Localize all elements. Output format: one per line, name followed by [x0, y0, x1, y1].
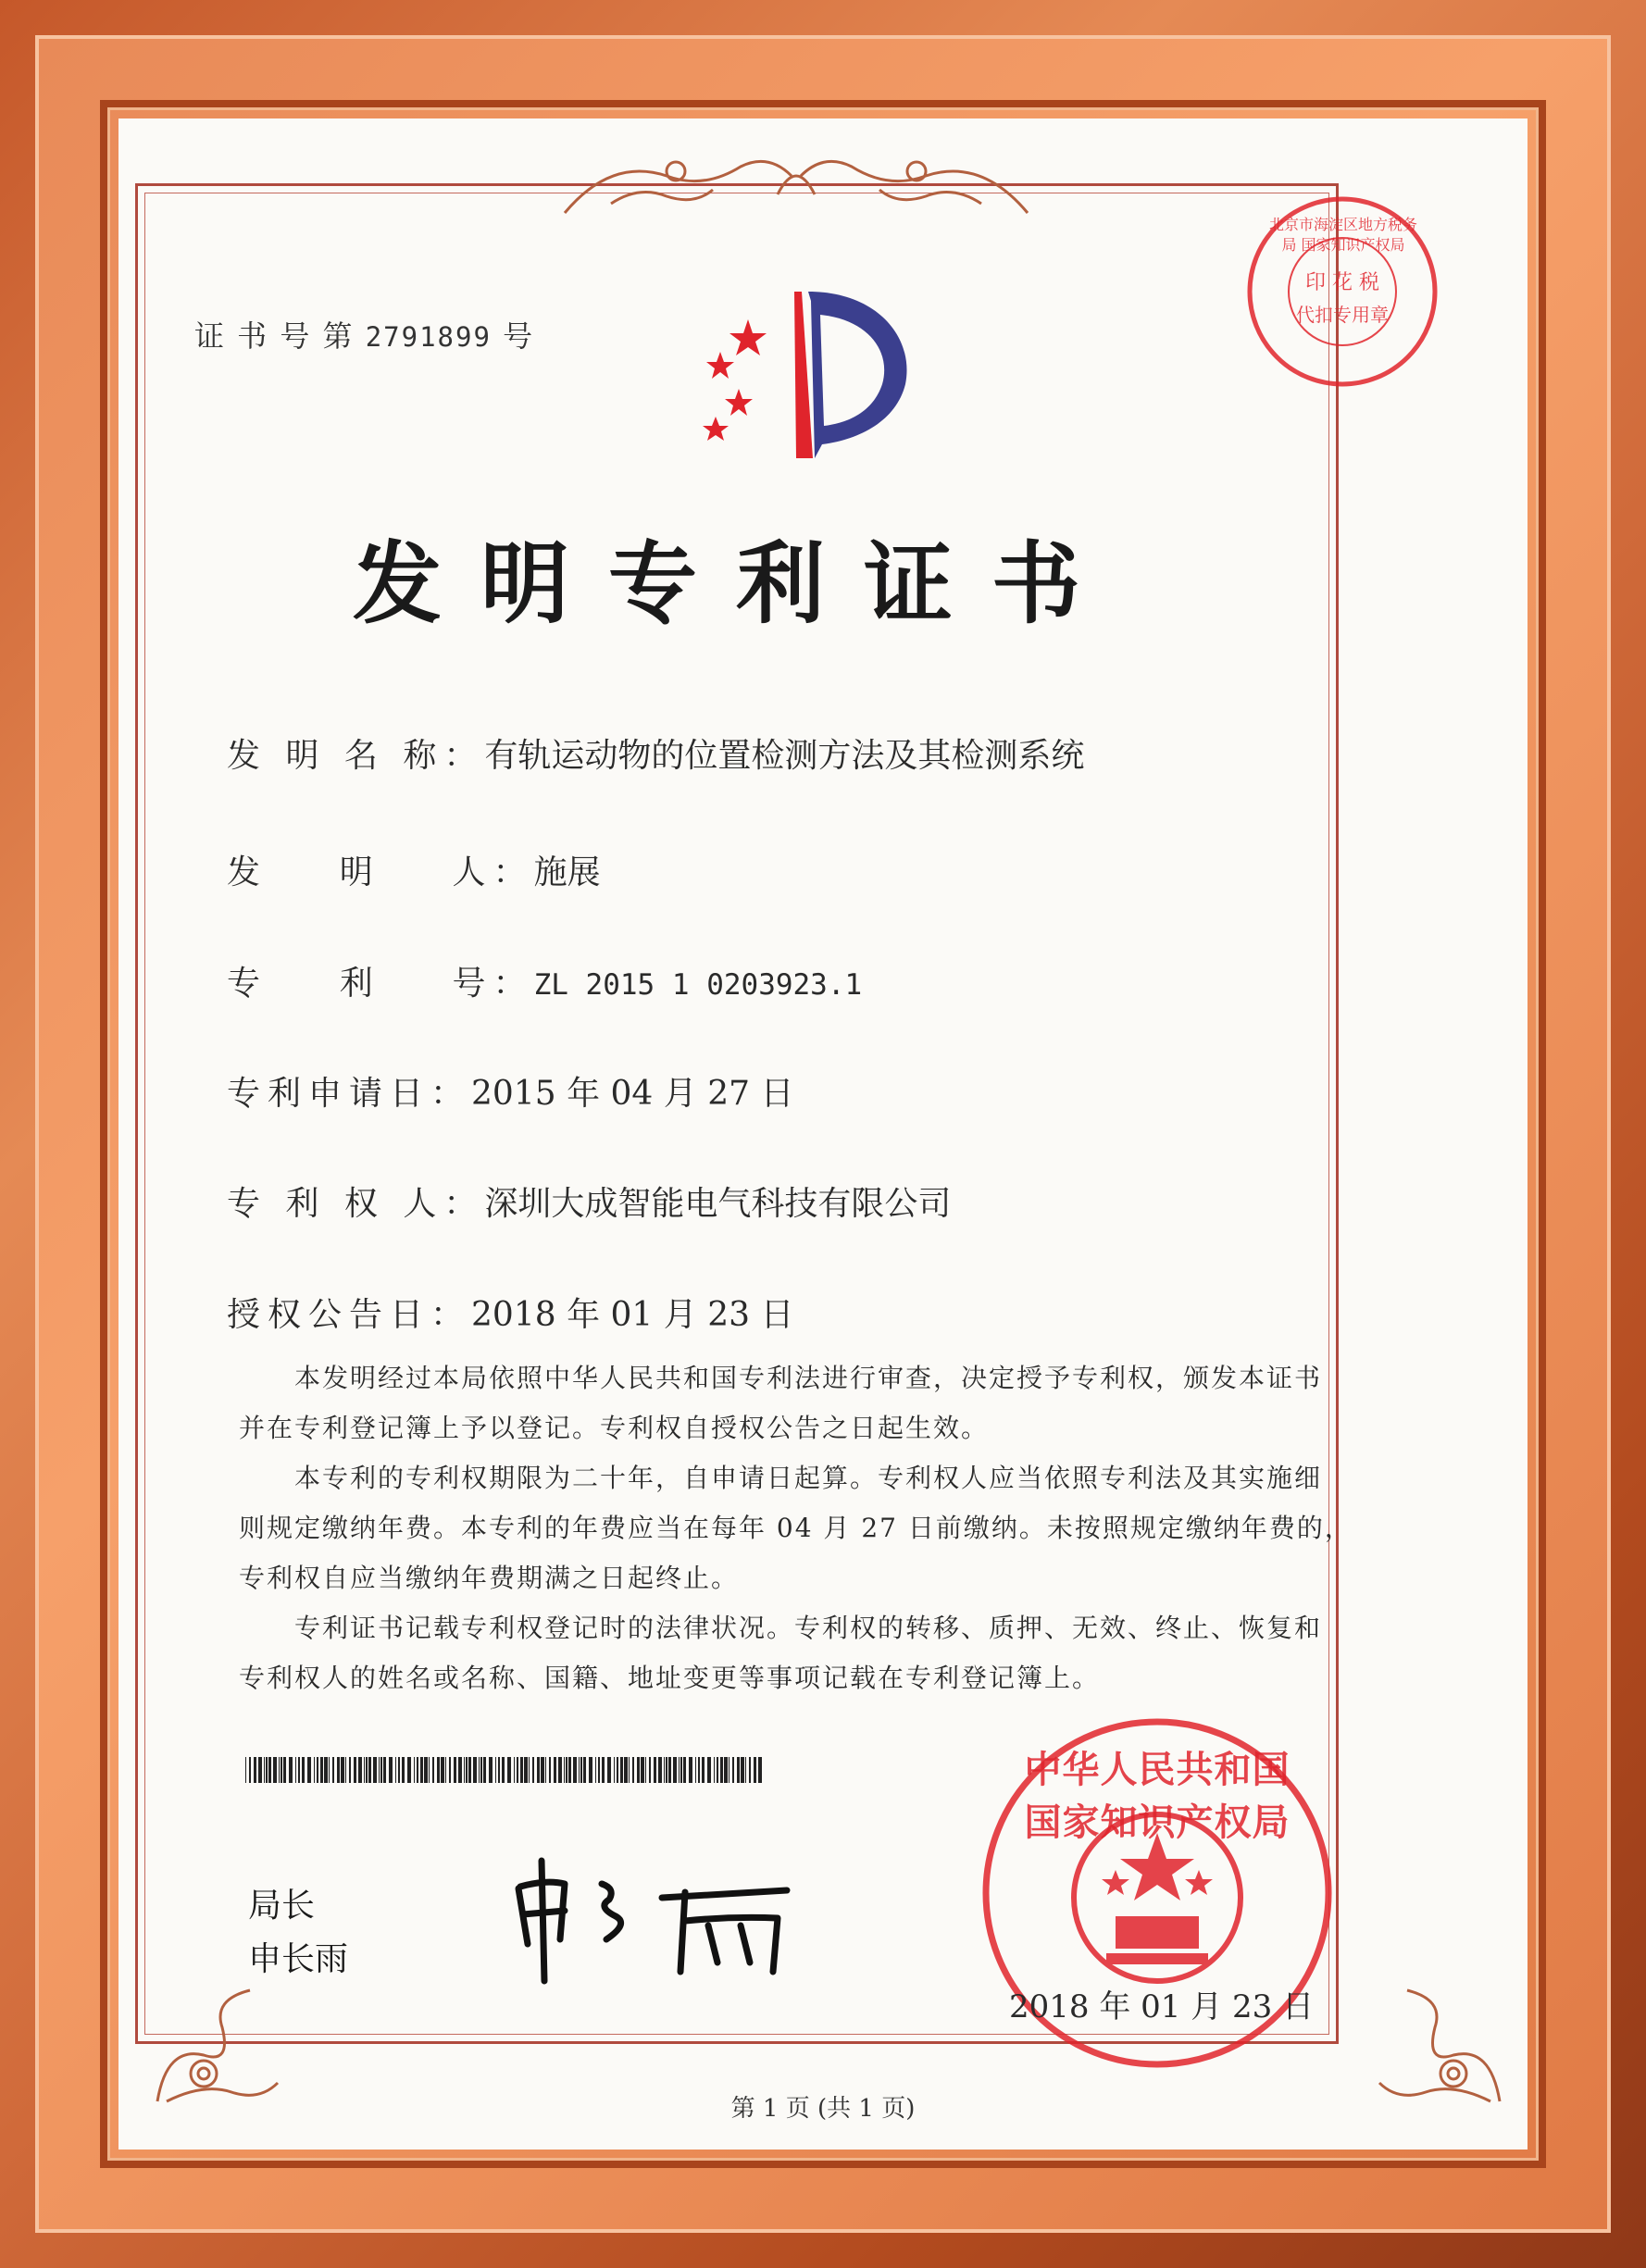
barcode-bar	[258, 1757, 262, 1783]
barcode-bar	[598, 1757, 600, 1783]
barcode-bar	[245, 1757, 246, 1783]
barcode-bar	[254, 1757, 256, 1783]
small-seal-ring-text: 北京市海淀区地方税务局 国家知识产权局	[1268, 216, 1417, 254]
barcode-bar	[737, 1757, 740, 1783]
barcode-icon	[245, 1757, 764, 1783]
barcode-bar	[341, 1757, 344, 1783]
barcode-bar	[568, 1757, 571, 1783]
barcode-bar	[749, 1757, 751, 1783]
certificate-number-value: 2791899	[365, 321, 492, 353]
barcode-bar	[445, 1757, 446, 1783]
barcode-bar	[702, 1757, 705, 1783]
barcode-bar	[402, 1757, 405, 1783]
barcode-bar	[449, 1757, 451, 1783]
barcode-bar	[554, 1757, 556, 1783]
barcode-bar	[354, 1757, 356, 1783]
field-label: 专 利 号：	[227, 965, 534, 1003]
barcode-bar	[614, 1757, 615, 1783]
certificate-number	[194, 313, 534, 355]
barcode-bar	[380, 1757, 382, 1783]
barcode-bar	[314, 1757, 315, 1783]
top-ornament-icon	[555, 139, 1037, 222]
barcode-bar	[607, 1757, 611, 1783]
field-value: 2015 年 04 月 27 日	[471, 1075, 794, 1113]
barcode-bar	[273, 1757, 277, 1783]
barcode-bar	[758, 1757, 762, 1783]
barcode-bar	[480, 1757, 482, 1783]
handwritten-signature-icon	[500, 1833, 815, 1990]
field-value: 有轨运动物的位置检测方法及其检测系统	[484, 737, 1085, 775]
barcode-bar	[464, 1757, 465, 1783]
field-invention-name	[227, 729, 1084, 777]
barcode-bar	[654, 1757, 656, 1783]
barcode-bar	[389, 1757, 393, 1783]
barcode-bar	[714, 1757, 715, 1783]
barcode-bar	[732, 1757, 734, 1783]
barcode-bar	[337, 1757, 340, 1783]
barcode-bar	[249, 1757, 251, 1783]
barcode-bar	[383, 1757, 386, 1783]
barcode-bar	[579, 1757, 580, 1783]
barcode-bar	[349, 1757, 351, 1783]
barcode-bar	[398, 1757, 400, 1783]
barcode-bar	[666, 1757, 667, 1783]
barcode-bar	[466, 1757, 468, 1783]
barcode-bar	[468, 1757, 471, 1783]
body-line: 则规定缴纳年费。本专利的年费应当在每年 04 月 27 日前缴纳。未按照规定缴纳年费的，	[239, 1513, 1353, 1543]
field-application-date	[227, 1067, 793, 1115]
barcode-bar	[698, 1757, 700, 1783]
barcode-bar	[264, 1757, 265, 1783]
barcode-bar	[266, 1757, 268, 1783]
body-line: 专利证书记载专利权登记时的法律状况。专利权的转移、质押、无效、终止、恢复和	[294, 1613, 1323, 1643]
barcode-bar	[358, 1757, 362, 1783]
barcode-bar	[741, 1757, 744, 1783]
barcode-bar	[364, 1757, 365, 1783]
barcode-bar	[532, 1757, 534, 1783]
barcode-bar	[437, 1757, 440, 1783]
barcode-bar	[583, 1757, 586, 1783]
barcode-bar	[541, 1757, 544, 1783]
body-line: 本发明经过本局依照中华人民共和国专利法进行审查，决定授予专利权，颁发本证书	[294, 1363, 1323, 1393]
barcode-bar	[641, 1757, 644, 1783]
barcode-bar	[602, 1757, 605, 1783]
barcode-bar	[664, 1757, 665, 1783]
barcode-bar	[724, 1757, 728, 1783]
field-patentee	[227, 1178, 951, 1225]
barcode-bar	[707, 1757, 711, 1783]
barcode-bar	[479, 1757, 480, 1783]
barcode-bar	[745, 1757, 746, 1783]
barcode-bar	[366, 1757, 368, 1783]
barcode-bar	[441, 1757, 444, 1783]
barcode-bar	[307, 1757, 311, 1783]
barcode-bar	[668, 1757, 671, 1783]
field-label: 专 利 权 人：	[227, 1185, 485, 1223]
barcode-bar	[573, 1757, 577, 1783]
barcode-bar	[432, 1757, 434, 1783]
barcode-bar	[637, 1757, 640, 1783]
certificate-number-suffix: 号	[503, 318, 535, 354]
barcode-bar	[268, 1757, 271, 1783]
certificate-number-prefix: 证 书 号 第	[194, 318, 355, 354]
barcode-bar	[489, 1757, 493, 1783]
barcode-bar	[617, 1757, 618, 1783]
body-line: 专利权自应当缴纳年费期满之日起终止。	[239, 1563, 740, 1593]
barcode-bar	[629, 1757, 630, 1783]
field-label: 发 明 人：	[227, 854, 534, 891]
barcode-bar	[414, 1757, 415, 1783]
barcode-bar	[649, 1757, 651, 1783]
small-seal-center-line-1: 印 花 税	[1305, 271, 1379, 294]
barcode-bar	[281, 1757, 282, 1783]
barcode-bar	[624, 1757, 628, 1783]
page-number: 第 1 页 (共 1 页)	[730, 2095, 916, 2123]
field-value: 2018 年 01 月 23 日	[471, 1296, 794, 1334]
barcode-bar	[595, 1757, 596, 1783]
barcode-bar	[645, 1757, 646, 1783]
barcode-bar	[298, 1757, 300, 1783]
barcode-bar	[717, 1757, 718, 1783]
barcode-bar	[673, 1757, 677, 1783]
barcode-bar	[537, 1757, 540, 1783]
barcode-bar	[580, 1757, 582, 1783]
barcode-bar	[520, 1757, 523, 1783]
small-seal-center-line-2: 代扣专用章	[1296, 304, 1389, 326]
barcode-bar	[368, 1757, 371, 1783]
barcode-bar	[345, 1757, 346, 1783]
field-grant-date	[227, 1289, 793, 1336]
barcode-bar	[564, 1757, 565, 1783]
barcode-bar	[473, 1757, 477, 1783]
field-label: 授权公告日：	[227, 1296, 472, 1334]
barcode-bar	[324, 1757, 328, 1783]
barcode-bar	[289, 1757, 293, 1783]
barcode-bar	[458, 1757, 462, 1783]
barcode-bar	[283, 1757, 286, 1783]
barcode-bar	[424, 1757, 428, 1783]
field-label: 发 明 名 称：	[227, 737, 485, 775]
field-value: 施展	[533, 854, 601, 891]
body-line: 并在专利登记簿上予以登记。专利权自授权公告之日起生效。	[239, 1413, 990, 1443]
body-line: 本专利的专利权期限为二十年，自申请日起算。专利权人应当依照专利法及其实施细	[294, 1463, 1323, 1493]
barcode-bar	[417, 1757, 418, 1783]
field-value: 深圳大成智能电气科技有限公司	[484, 1185, 952, 1223]
barcode-bar	[754, 1757, 756, 1783]
barcode-bar	[514, 1757, 515, 1783]
barcode-bar	[689, 1757, 692, 1783]
barcode-bar	[395, 1757, 396, 1783]
barcode-bar	[566, 1757, 567, 1783]
barcode-bar	[720, 1757, 723, 1783]
barcode-bar	[420, 1757, 423, 1783]
body-line: 专利权人的姓名或名称、国籍、地址变更等事项记载在专利登记簿上。	[239, 1663, 1101, 1693]
barcode-bar	[529, 1757, 530, 1783]
barcode-bar	[483, 1757, 486, 1783]
barcode-bar	[502, 1757, 505, 1783]
field-value: ZL 2015 1 0203923.1	[533, 968, 863, 1002]
patent-office-emblem-icon	[692, 282, 933, 477]
barcode-bar	[545, 1757, 546, 1783]
barcode-bar	[507, 1757, 511, 1783]
barcode-bar	[302, 1757, 305, 1783]
certificate-title: 发明专利证书	[353, 532, 1119, 636]
barcode-bar	[279, 1757, 280, 1783]
barcode-bar	[658, 1757, 662, 1783]
barcode-bar	[558, 1757, 562, 1783]
barcode-bar	[620, 1757, 623, 1783]
barcode-bar	[407, 1757, 411, 1783]
barcode-bar	[517, 1757, 518, 1783]
barcode-bar	[495, 1757, 496, 1783]
barcode-bar	[429, 1757, 430, 1783]
barcode-bar	[589, 1757, 592, 1783]
barcode-bar	[632, 1757, 634, 1783]
field-inventor	[227, 846, 601, 893]
barcode-bar	[680, 1757, 682, 1783]
barcode-bar	[683, 1757, 686, 1783]
certificate-body	[239, 1353, 1364, 1703]
barcode-bar	[524, 1757, 528, 1783]
barcode-bar	[549, 1757, 551, 1783]
barcode-bar	[295, 1757, 296, 1783]
barcode-bar	[454, 1757, 456, 1783]
signer-title: 局长	[248, 1887, 316, 1925]
barcode-bar	[329, 1757, 330, 1783]
signer-name: 申长雨	[248, 1940, 349, 1978]
barcode-bar	[317, 1757, 318, 1783]
barcode-bar	[679, 1757, 680, 1783]
field-patent-number	[227, 957, 862, 1004]
barcode-bar	[373, 1757, 377, 1783]
barcode-bar	[320, 1757, 323, 1783]
barcode-bar	[498, 1757, 500, 1783]
barcode-bar	[332, 1757, 334, 1783]
barcode-bar	[379, 1757, 380, 1783]
field-label: 专利申请日：	[227, 1075, 472, 1113]
barcode-bar	[695, 1757, 696, 1783]
seal-ring-text: 中华人民共和国国家知识产权局	[1024, 1749, 1291, 1844]
issue-date: 2018 年 01 月 23 日	[1009, 1988, 1315, 2025]
